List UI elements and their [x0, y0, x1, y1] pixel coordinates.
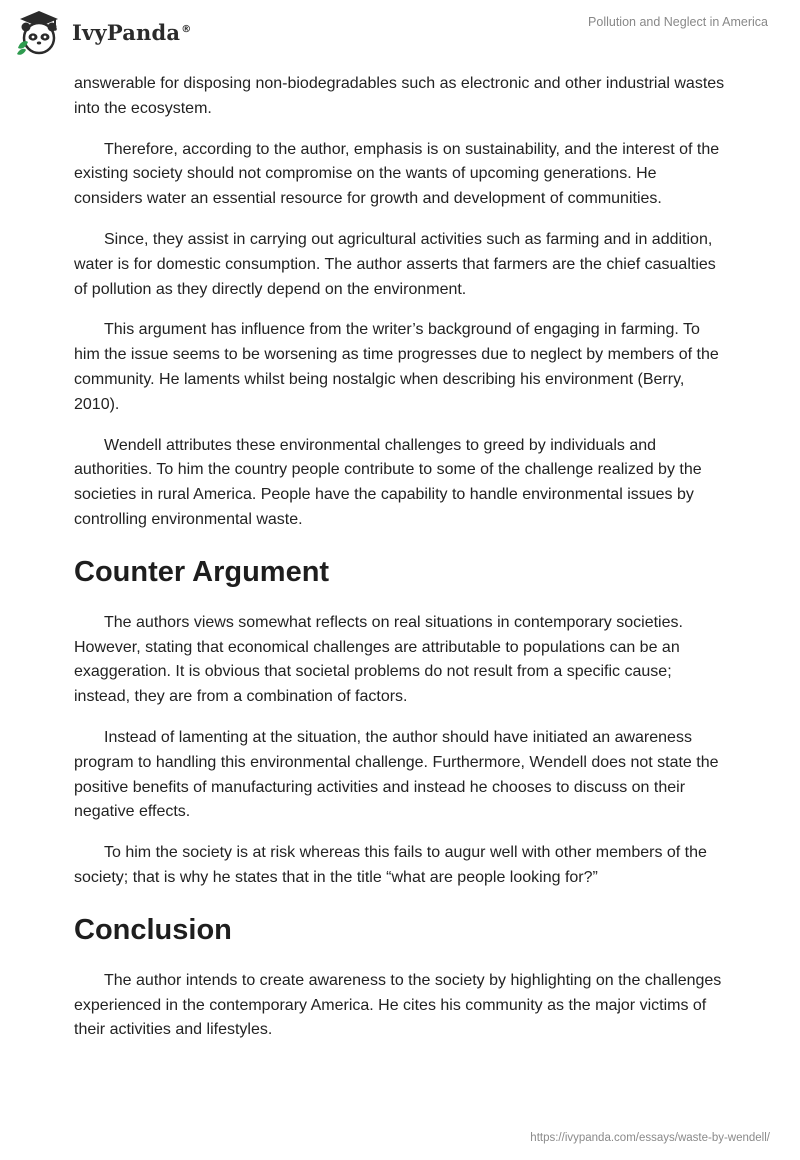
paragraph: Since, they assist in carrying out agricultural activities such as farming and in addition, water is for domestic consumption. The author asserts that farmers are the chief casualties of pollution as they directly depend on the environment. [74, 230, 716, 298]
essay-content [74, 72, 726, 1059]
paragraph: The author intends to create awareness to the society by highlighting on the challenges experienced in the contemporary America. He cites his community as the major victims of their activities and lifestyles. [74, 971, 722, 1039]
page-header [0, 0, 800, 70]
paragraph: Therefore, according to the author, emphasis is on sustainability, and the interest of the existing society should not compromise on the wants of upcoming generations. He considers water an essential resource for growth and development of communities. [74, 140, 720, 208]
paragraph: The authors views somewhat reflects on real situations in contemporary societies. However, stating that economical challenges are attributable to populations can be an exaggeration. It is obvious that societal problems do not result from a specific cause; instead, they are from a combination of factors. [74, 613, 683, 706]
source-url[interactable]: https://ivypanda.com/essays/waste-by-wendell/ [530, 1132, 770, 1144]
panda-logo-icon [14, 8, 64, 58]
paragraph: Instead of lamenting at the situation, the author should have initiated an awareness program to handling this environmental challenge. Furthermore, Wendell does not state the positive benefits of manufacturing activities and instead he chooses to discuss on their negative effects. [74, 728, 719, 821]
heading-counter-argument: Counter Argument [74, 555, 330, 588]
brand-name: IvyPanda® [72, 19, 192, 45]
document-title: Pollution and Neglect in America [588, 15, 768, 29]
heading-conclusion: Conclusion [74, 913, 232, 946]
paragraph: answerable for disposing non-biodegradables such as electronic and other industrial wastes into the ecosystem. [74, 75, 725, 117]
paragraph: This argument has influence from the writer’s background of engaging in farming. To him the issue seems to be worsening as time progresses due to neglect by members of the community. He laments whilst being nostalgic when describing his environment (Berry, 2010). [74, 321, 719, 413]
brand-logo[interactable] [14, 8, 191, 58]
paragraph: Wendell attributes these environmental challenges to greed by individuals and authorities. To him the country people contribute to some of the challenge realized by the societies in rural America. People have the capability to handle environmental issues by controlling environmental waste. [74, 436, 702, 528]
paragraph: To him the society is at risk whereas this fails to augur well with other members of the society; that is why he states that in the title “what are people looking for?” [74, 844, 707, 886]
